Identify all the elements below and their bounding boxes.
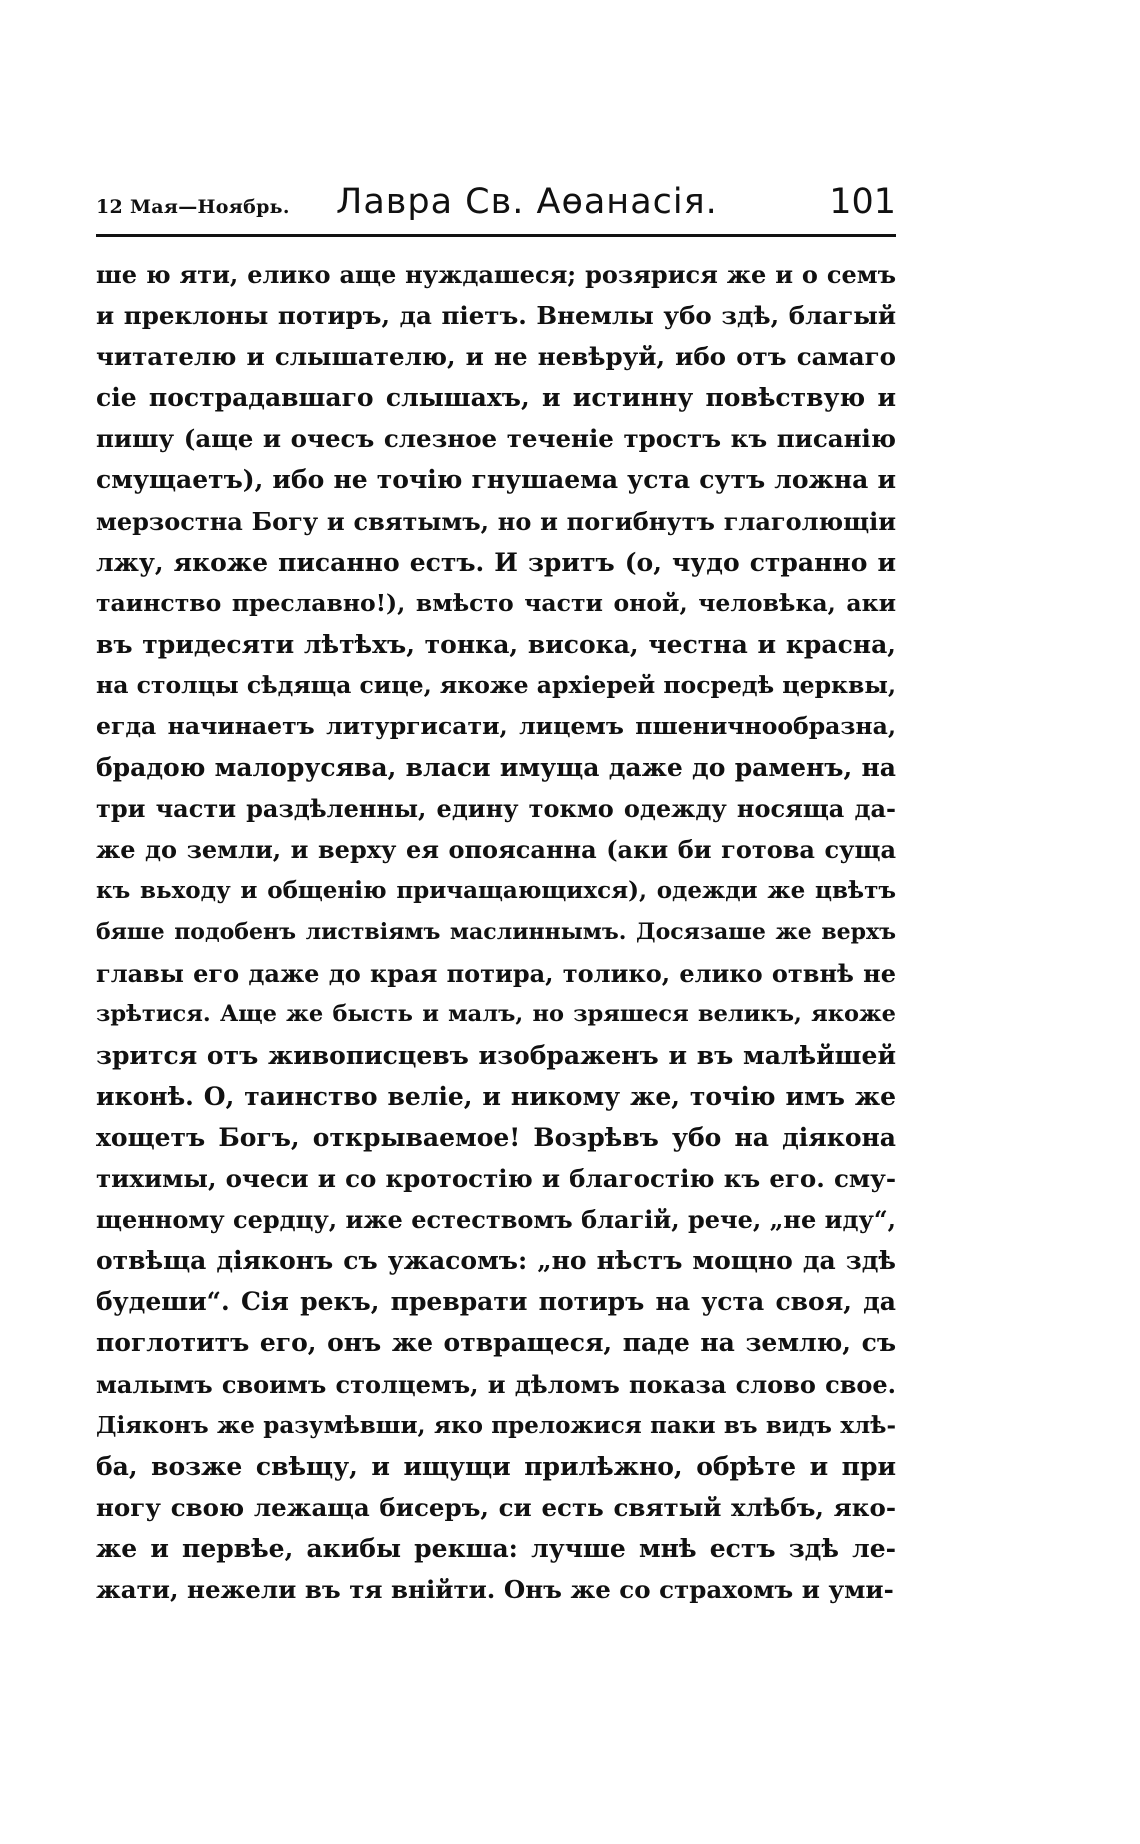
text-line: же до земли, и верху ея опоясанна (аки би готова суща xyxy=(96,835,896,865)
text-line: же и первѣе, акибы рекша: лучше мнѣ естъ здѣ ле- xyxy=(96,1533,896,1563)
running-head-title: Лавра Св. Аѳанасія. xyxy=(336,182,718,222)
text-line: бяше подобенъ листвіямъ маслиннымъ. Досязаше же верхъ xyxy=(96,918,896,945)
text-line: къ вьходу и общенію причащающихся), одежди же цвѣтъ xyxy=(96,877,896,905)
header-rule xyxy=(96,234,896,237)
text-line: поглотитъ его, онъ же отвращеся, паде на землю, съ xyxy=(96,1328,896,1358)
text-line: лжу, якоже писанно естъ. И зритъ (о, чудо странно и xyxy=(96,547,896,577)
page-number: 101 xyxy=(829,182,896,222)
text-line: и преклоны потиръ, да піетъ. Внемлы убо здѣ, благый xyxy=(96,301,896,331)
text-line: на столцы сѣдяща сице, якоже архіерей посредѣ церквы, xyxy=(96,670,896,699)
page-header xyxy=(96,182,896,232)
text-line: малымъ своимъ столцемъ, и дѣломъ показа слово свое. xyxy=(96,1369,896,1399)
body-text xyxy=(96,254,896,1610)
text-line: брадою малорусява, власи имуща даже до раменъ, на xyxy=(96,753,896,783)
text-line: ногу свою лежаща бисеръ, си есть святый хлѣбъ, яко- xyxy=(96,1492,896,1522)
text-line: таинство преславно!), вмѣсто части оной, человѣка, аки xyxy=(96,588,896,617)
text-line: зрѣтися. Аще же бысть и малъ, но зряшеся великъ, якоже xyxy=(96,1000,896,1027)
text-line: отвѣща діяконъ съ ужасомъ: „но нѣстъ мощно да здѣ xyxy=(96,1246,896,1276)
text-line: главы его даже до края потира, толико, елико отвнѣ не xyxy=(96,958,896,988)
text-line: три части раздѣленны, едину токмо одежду носяща да- xyxy=(96,794,896,824)
text-line: въ тридесяти лѣтѣхъ, тонка, висока, честна и красна, xyxy=(96,629,896,659)
text-line: будеши“. Сія рекъ, преврати потиръ на уста своя, да xyxy=(96,1287,896,1317)
text-line: ше ю яти, елико аще нуждашеся; розярися же и о семъ xyxy=(96,260,896,289)
text-line: пишу (аще и очесъ слезное теченіе тростъ къ писанію xyxy=(96,424,896,454)
text-line: тихимы, очеси и со кротостію и благостію къ его. сму- xyxy=(96,1164,896,1194)
running-head-dates: 12 Мая—Ноябрь. xyxy=(96,196,290,218)
text-line: хощетъ Богъ, открываемое! Возрѣвъ убо на діякона xyxy=(96,1122,896,1152)
text-line: сіе пострадавшаго слышахъ, и истинну повѣствую и xyxy=(96,383,896,413)
text-line: читателю и слышателю, и не невѣруй, ибо отъ самаго xyxy=(96,342,896,372)
text-line: зрится отъ живописцевъ изображенъ и въ малѣйшей xyxy=(96,1040,896,1070)
text-line: жати, нежели въ тя внійти. Онъ же со страхомъ и уми- xyxy=(96,1575,894,1604)
text-line: Діяконъ же разумѣвши, яко преложися паки въ видъ хлѣ- xyxy=(96,1411,896,1439)
text-line: мерзостна Богу и святымъ, но и погибнутъ глаголющіи xyxy=(96,506,896,536)
text-line: егда начинаетъ литургисати, лицемъ пшеничнообразна, xyxy=(96,712,896,741)
text-line: ба, возже свѣщу, и ищущи прилѣжно, обрѣте и при xyxy=(96,1451,896,1481)
text-line: смущаетъ), ибо не точію гнушаема уста сутъ ложна и xyxy=(96,465,896,495)
text-line: иконѣ. О, таинство веліе, и никому же, точію имъ же xyxy=(96,1081,896,1111)
text-line: щенному сердцу, иже естествомъ благій, рече, „не иду“, xyxy=(96,1205,896,1235)
